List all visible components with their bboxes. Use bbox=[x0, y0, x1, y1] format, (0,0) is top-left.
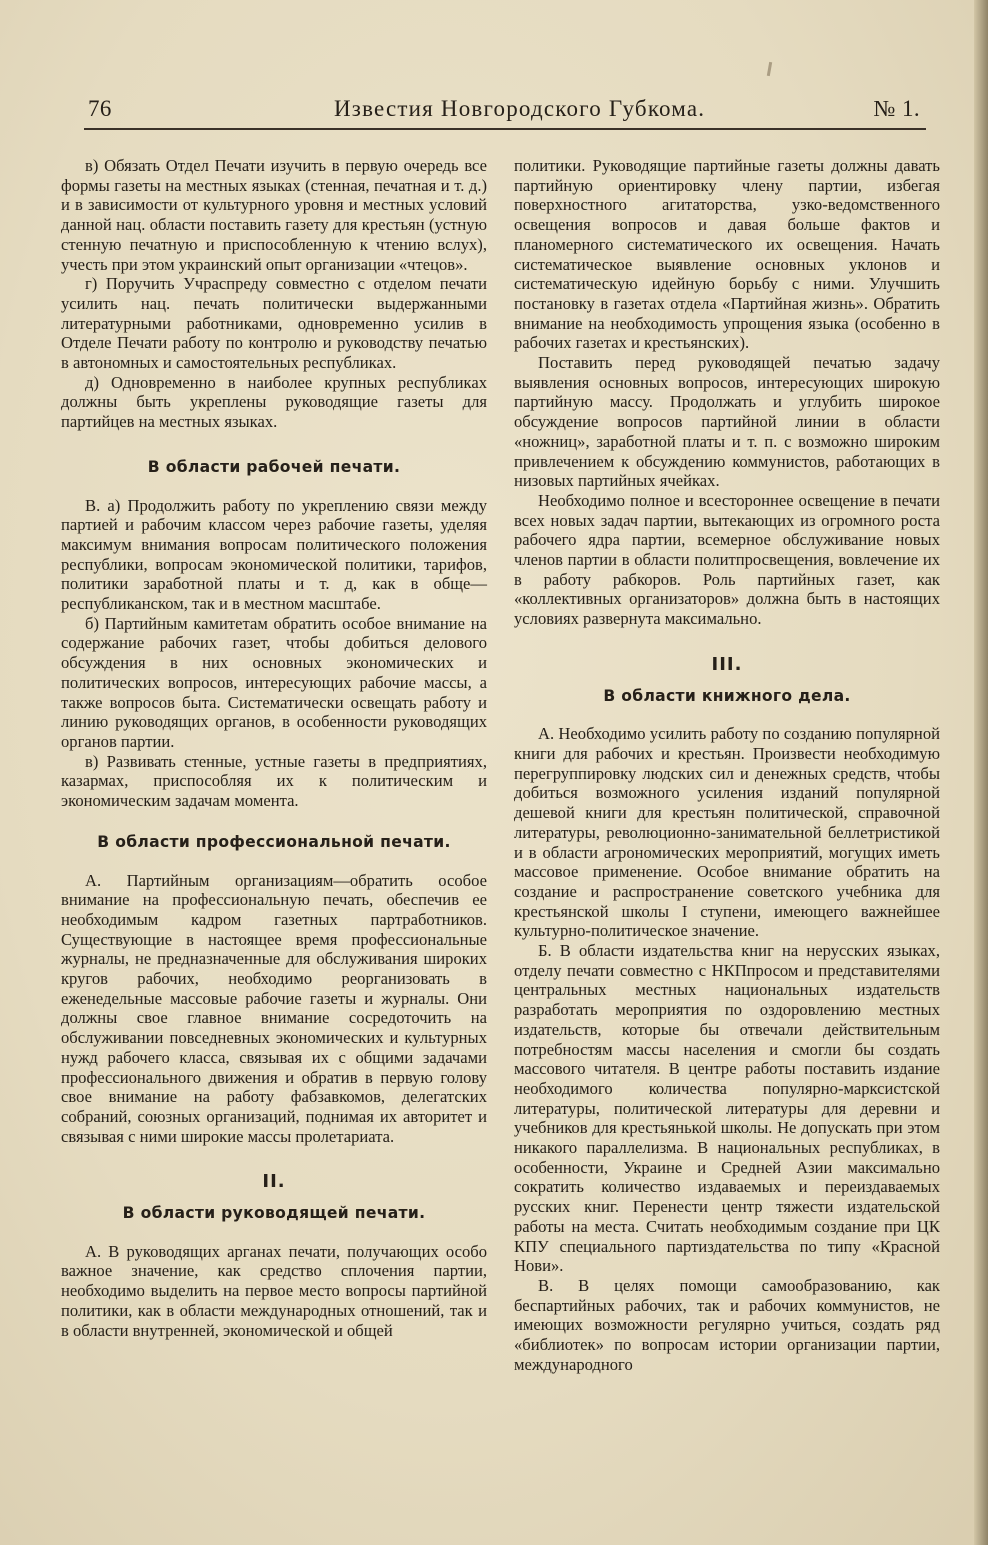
section-heading: В области профессиональной печати. bbox=[97, 832, 451, 851]
paragraph: А. В руководящих арганах печати, получающих особо важное значение, как средство сплочения партии, необходимо выделить на первое место вопросы партийной политики, как в области международных отношений, так и в области внутренней, экономической и общей bbox=[61, 1241, 487, 1340]
header-rule bbox=[84, 128, 926, 130]
paragraph: г) Поручить Учраспреду совместно с отделом печати усилить нац. печать политически выдержанными литературными работниками, одновременно усилив в Отделе Печати работу по контролю и руководству печатью в автономных и самостоятельных республиках. bbox=[61, 274, 487, 373]
paragraph: д) Одновременно в наиболее крупных республиках должны быть укреплены руководящие газеты для партийцев на местных языках. bbox=[61, 372, 487, 432]
issue-number: № 1. bbox=[873, 96, 920, 121]
paragraph: А. Партийным организациям—обратить особое внимание на профессиональную печать, обеспечив ее необходимым кадром газетных партработников. Существующие в настоящее время профессиональные журналы, не предназначенные для обслуживания широких кругов рабочих, необходимо реорганизовать в еженедельные массовые рабочие газеты и журналы. Они должны свое главное внимание сосредоточить на обслуживании повседневных экономических и культурных нужд рабочего класса, связывая их с общими задачами профессионального движения и обратив в первую голову свое внимание на работу фабзавкомов, делегатских собраний, союзных организаций, поднимая их авторитет и связывая с ними широкие массы пролетариата. bbox=[61, 870, 487, 1146]
paragraph: В. а) Продолжить работу по укреплению связи между партией и рабочим классом через рабочие газеты, уделяя максимум внимания вопросам политического положения республики, вопросам экономической политики, тарифов, политики заработной платы и т. д, как в обще—республиканском, так и в местном масштабе. bbox=[61, 495, 487, 614]
part-numeral: III. bbox=[711, 653, 743, 675]
paragraph: б) Партийным камитетам обратить особое внимание на содержание рабочих газет, чтобы добиться делового обсуждения в них основных экономических и политических вопросов, интересующих рабочие массы, а также вопросов быта. Систематически освещать работу и линию руководящих органов, в особенности руководящих органов партии. bbox=[61, 613, 487, 751]
section-heading: В области книжного дела. bbox=[603, 686, 851, 705]
paragraph: в) Обязать Отдел Печати изучить в первую очередь все формы газеты на местных языках (стенная, печатная и т. д.) и в зависимости от культурного уровня и местных условий данной нац. области поставить газету для крестьян (устную стенную печатную и приспособленную к чтению вслух), учесть при этом украинский опыт организации «чтецов». bbox=[61, 156, 487, 274]
section-heading: В области руководящей печати. bbox=[122, 1204, 426, 1223]
paragraph: Поставить перед руководящей печатью задачу выявления основных вопросов, интересующих широкую партийную массу. Продолжать и углубить широкое обсуждение вопросов партийной линии в области «ножниц», заработной платы и т. п. с возможно широким привлечением к обсуждению коммунистов, работающих в низовых партийных ячейках. bbox=[514, 353, 940, 491]
running-title: Известия Новгородского Губкома. bbox=[334, 96, 706, 121]
page-edge bbox=[974, 0, 988, 1545]
left-column bbox=[61, 156, 487, 1340]
paragraph: А. Необходимо усилить работу по созданию популярной книги для рабочих и крестьян. Произвести необходимую перегруппировку людских сил и денежных средств, чтобы добиться возможного усиления изданий популярной дешевой книги для крестьян политической, справочной литературы, революционно-занимательной беллетристикой и в области агрономических мероприятий, могущих иметь массовое применение. Особое внимание обратить на создание и распространение советского учебника для крестьянской школы I ступени, имеющего важнейшее культурно-политическое значение. bbox=[514, 724, 940, 941]
paragraph: В. В целях помощи самообразованию, как беспартийных рабочих, так и рабочих коммунистов, не имеющих возможности регулярно учиться, создать ряд «библиотек» по вопросам истории организации партии, международного bbox=[514, 1275, 940, 1374]
paragraph: политики. Руководящие партийные газеты должны давать партийную ориентировку члену партии, избегая поверхностного агитаторства, узко-ведомственного освещения вопросов и давая больше фактов и планомерного систематического их освещения. Начать систематическое выявление основных уклонов и систематическую идейную борьбу с ними. Улучшить постановку в газетах отдела «Партийная жизнь». Обратить внимание на необходимость упрощения языка (особенно в рабочих газетах и крестьянских). bbox=[514, 156, 940, 353]
paragraph: в) Развивать стенные, устные газеты в предприятиях, казармах, приспособляя их к политическим и экономическим задачам момента. bbox=[61, 751, 487, 811]
part-numeral: II. bbox=[262, 1171, 286, 1193]
section-heading: В области рабочей печати. bbox=[147, 457, 401, 476]
paragraph: Необходимо полное и всестороннее освещение в печати всех новых задач партии, вытекающих из огромного роста рабочего ядра партии, всемерное обслуживание новых членов партии в области политпросвещения, вовлечение их в работу рабкоров. Роль партийных газет, как «коллективных организаторов» должна быть в настоящих условиях развернута максимально. bbox=[514, 490, 940, 629]
running-header bbox=[84, 96, 924, 128]
page-number: 76 bbox=[88, 96, 112, 121]
right-column bbox=[514, 156, 940, 1374]
paragraph: Б. В области издательства книг на нерусских языках, отделу печати совместно с НКПпросом и представителями центральных местных национальных издательств разработать мероприятия по оздоровлению местных издательств, которые бы отвечали действительным потребностям массы населения и смогли бы создать массового читателя. В центре работы поставить издание необходимого количества популярно-марксистской литературы, политической литературы для деревни и учебников для крестьянькой школы. Не допускать при этом никакого параллелизма. В национальных республиках, в особенности, Украине и Средней Азии максимально сократить количество издаваемых и переиздаваемых русских книг. Перенести центр тяжести издательской работы на места. Считать необходимым создание при ЦК КПУ специального партиздательства по типу «Красной Нови». bbox=[514, 941, 940, 1276]
